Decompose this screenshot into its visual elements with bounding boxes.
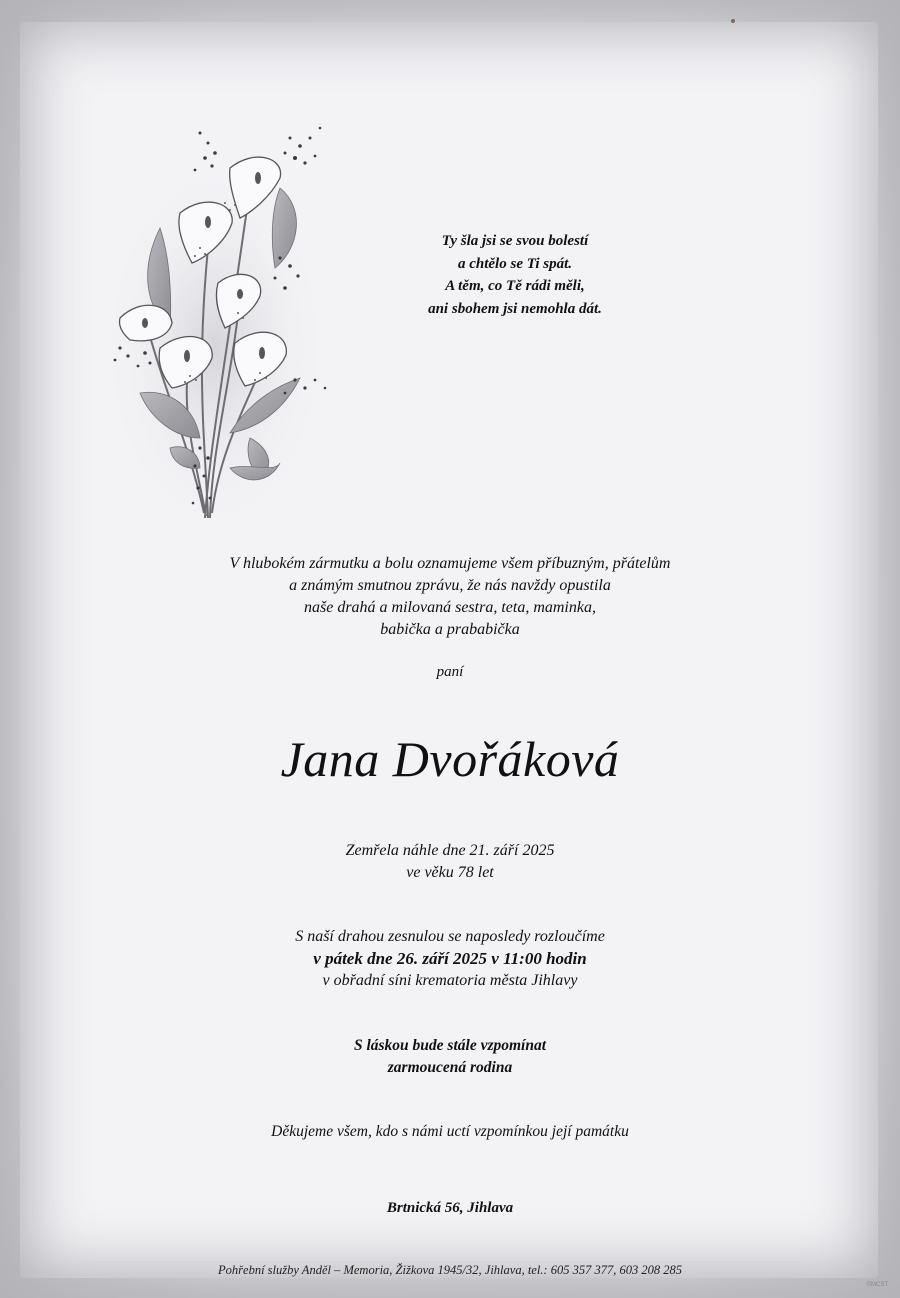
paper-speck	[731, 19, 735, 23]
announcement	[0, 553, 900, 641]
poem-line: Ty šla jsi se svou bolestí	[441, 233, 589, 249]
announcement-line: V hlubokém zármutku a bolu oznamujeme všem příbuzným, přátelům	[229, 555, 671, 572]
family-address: Brtnická 56, Jihlava	[386, 1200, 514, 1216]
funeral-info	[0, 926, 900, 992]
age: ve věku 78 let	[406, 864, 494, 881]
announcement-line: naše drahá a milovaná sestra, teta, maminka,	[304, 599, 596, 616]
family-line: zarmoucená rodina	[387, 1059, 513, 1076]
funeral-service-footer: Pohřební služby Anděl – Memoria, Žižkova 1945/32, Jihlava, tel.: 605 357 377, 603 208 285	[218, 1263, 682, 1277]
death-info	[0, 840, 900, 884]
family-line: S láskou bude stále vzpomínat	[353, 1037, 547, 1054]
poem	[370, 230, 660, 320]
copyright-mark: ©MCST	[866, 1282, 888, 1288]
funeral-place: v obřadní síni krematoria města Jihlavy	[322, 972, 578, 989]
funeral-intro: S naší drahou zesnulou se naposledy rozloučíme	[295, 928, 605, 945]
thanks-line: Děkujeme všem, kdo s námi uctí vzpomínkou její památku	[271, 1123, 629, 1140]
announcement-line: a známým smutnou zprávu, že nás navždy opustila	[289, 577, 611, 594]
deceased-name: Jana Dvořáková	[280, 731, 620, 787]
poem-line: a chtělo se Ti spát.	[457, 255, 573, 272]
poem-line: ani sbohem jsi nemohla dát.	[428, 300, 602, 317]
announcement-line: babička a prababička	[380, 621, 520, 638]
death-date: Zemřela náhle dne 21. září 2025	[345, 842, 555, 859]
family-signature	[0, 1035, 900, 1079]
calla-lily-bouquet-icon	[100, 118, 350, 528]
poem-line: A těm, co Tě rádi měli,	[445, 278, 585, 294]
salutation: paní	[436, 664, 464, 680]
funeral-date-time: v pátek dne 26. září 2025 v 11:00 hodin	[313, 949, 587, 968]
